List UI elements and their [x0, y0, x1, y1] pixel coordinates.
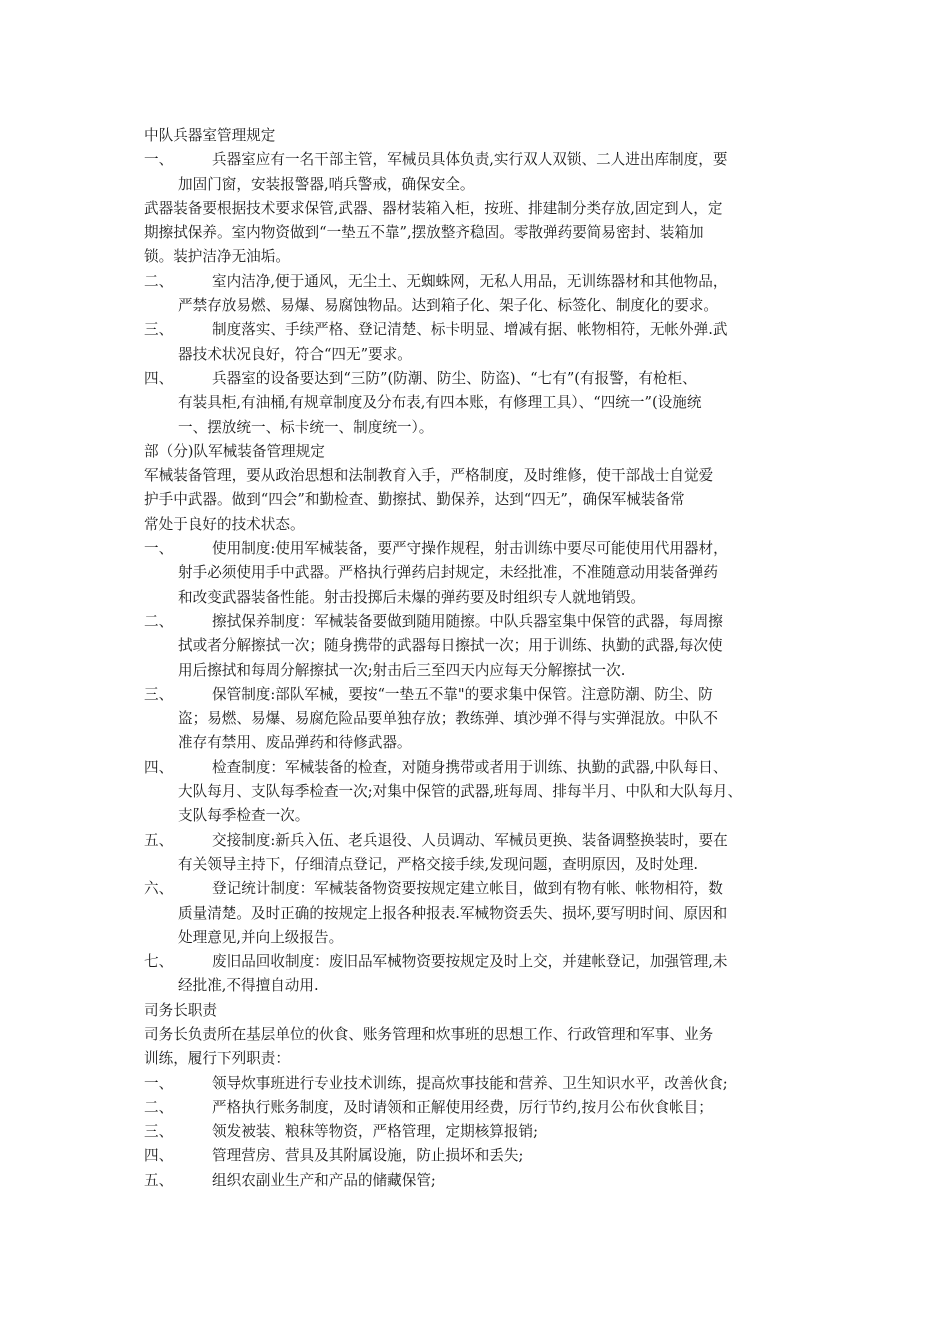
item-continuation: 大队每月、支队每季检查一次;对集中保管的武器,班每周、排每半月、中队和大队每月、	[178, 783, 743, 801]
paragraph-line: 期擦拭保养。室内物资做到“一垫五不靠”,摆放整齐稳固。零散弹药要简易密封、装箱加	[144, 224, 704, 242]
item-number: 三、	[144, 321, 174, 339]
item-text: 制度落实、手续严格、登记清楚、标卡明显、增减有据、帐物相符，无帐外弹.武	[212, 321, 728, 339]
item-text: 交接制度:新兵入伍、老兵退役、人员调动、军械员更换、装备调整换装时，要在	[212, 831, 728, 849]
numbered-item	[144, 1169, 824, 1193]
item-text: 兵器室应有一名干部主管，军械员具体负责,实行双人双锁、二人进出库制度，要	[212, 151, 728, 169]
item-text: 废旧品回收制度：废旧品军械物资要按规定及时上交，并建帐登记，加强管理,未	[212, 953, 728, 971]
numbered-item	[144, 950, 824, 974]
item-text: 使用制度:使用军械装备，要严守操作规程，射击训练中要尽可能使用代用器材，	[212, 540, 728, 558]
item-text: 管理营房、营具及其附属设施，防止损坏和丢失;	[212, 1147, 524, 1165]
item-continuation: 准存有禁用、废品弹药和待修武器。	[178, 734, 412, 752]
numbered-item	[144, 367, 824, 391]
paragraph-line: 锁。装护洁净无油垢。	[144, 248, 290, 266]
item-continuation: 射手必须使用手中武器。严格执行弹药启封规定，未经批准，不准随意动用装备弹药	[178, 564, 718, 582]
numbered-item	[144, 1096, 824, 1120]
item-continuation: 处理意见,并向上级报告。	[178, 928, 344, 946]
document-body	[144, 124, 824, 1193]
item-continuation: 有关领导主持下，仔细清点登记，严格交接手续,发现问题，查明原因，及时处理.	[178, 855, 699, 873]
item-text: 领导炊事班进行专业技术训练，提高炊事技能和营养、卫生知识水平，改善伙食;	[212, 1074, 728, 1092]
item-text: 组织农副业生产和产品的储藏保管;	[212, 1171, 436, 1189]
item-continuation: 严禁存放易燃、易爆、易腐蚀物品。达到箱子化、架子化、标签化、制度化的要求。	[178, 297, 718, 315]
item-number: 三、	[144, 1123, 174, 1141]
item-number: 四、	[144, 369, 174, 387]
item-number: 二、	[144, 1098, 174, 1116]
item-continuation: 经批准,不得擅自动用.	[178, 977, 319, 995]
paragraph-line: 护手中武器。做到“四会”和勤检查、勤擦拭、勤保养，达到“四无”，确保军械装备常	[144, 491, 685, 509]
item-number: 五、	[144, 1171, 174, 1189]
item-continuation: 一、摆放统一、标卡统一、制度统一）。	[178, 418, 434, 436]
item-continuation: 拭或者分解擦拭一次；随身携带的武器每日擦拭一次；用于训练、执勤的武器,每次使	[178, 637, 723, 655]
item-number: 一、	[144, 151, 174, 169]
section-title: 中队兵器室管理规定	[144, 127, 276, 144]
item-text: 登记统计制度：军械装备物资要按规定建立帐目，做到有物有帐、帐物相符，数	[212, 880, 723, 898]
paragraph-line: 常处于良好的技术状态。	[144, 515, 305, 533]
paragraph-line: 司务长负责所在基层单位的伙食、账务管理和炊事班的思想工作、行政管理和军事、业务	[144, 1025, 714, 1043]
item-text: 检查制度：军械装备的检查，对随身携带或者用于训练、执勤的武器,中队每日、	[212, 758, 728, 776]
item-text: 兵器室的设备要达到“三防”(防潮、防尘、防盗)、“七有”(有报警，有枪柜、	[212, 369, 697, 387]
numbered-item	[144, 683, 824, 707]
section-title: 部（分)队军械装备管理规定	[144, 442, 325, 460]
item-continuation: 有装具柜,有油桶,有规章制度及分布表,有四本账，有修理工具）、“四统一”(设施统	[178, 394, 702, 412]
section-title: 司务长职责	[144, 1001, 217, 1019]
item-text: 严格执行账务制度，及时请领和正解使用经费，厉行节约,按月公布伙食帐目；	[212, 1098, 713, 1116]
paragraph-line: 军械装备管理，要从政治思想和法制教育入手，严格制度，及时维修，使干部战士自觉爱	[144, 467, 714, 485]
numbered-item	[144, 270, 824, 294]
item-continuation: 质量清楚。及时正确的按规定上报各种报表.军械物资丢失、损坏,要写明时间、原因和	[178, 904, 728, 922]
item-continuation: 和改变武器装备性能。射击投掷后未爆的弹药要及时组织专人就地销毁。	[178, 588, 646, 606]
item-text: 保管制度:部队军械，要按“一垫五不靠"的要求集中保管。注意防潮、防尘、防	[212, 685, 713, 703]
item-continuation: 盗；易燃、易爆、易腐危险品要单独存放；教练弹、填沙弹不得与实弹混放。中队不	[178, 710, 718, 728]
item-text: 室内洁净,便于通风，无尘土、无蜘蛛网，无私人用品，无训练器材和其他物品，	[212, 272, 728, 290]
paragraph-line: 训练，履行下列职责：	[144, 1050, 290, 1068]
item-text: 领发被装、粮秣等物资，严格管理，定期核算报销;	[212, 1123, 538, 1141]
paragraph-line: 武器装备要根据技术要求保管,武器、器材装箱入柜，按班、排建制分类存放,固定到人，定	[144, 199, 723, 217]
item-number: 六、	[144, 880, 174, 898]
item-continuation: 支队每季检查一次。	[178, 807, 310, 825]
numbered-item	[144, 537, 824, 561]
item-number: 一、	[144, 1074, 174, 1092]
numbered-item	[144, 610, 824, 634]
item-text: 擦拭保养制度：军械装备要做到随用随擦。中队兵器室集中保管的武器，每周擦	[212, 612, 723, 630]
numbered-item	[144, 829, 824, 853]
item-number: 七、	[144, 953, 174, 971]
numbered-item	[144, 1144, 824, 1168]
item-continuation: 用后擦拭和每周分解擦拭一次;射击后三至四天内应每天分解擦拭一次.	[178, 661, 626, 679]
numbered-item	[144, 318, 824, 342]
item-continuation: 加固门窗，安装报警器,哨兵警戒，确保安全。	[178, 175, 475, 193]
item-number: 一、	[144, 540, 174, 558]
numbered-item	[144, 756, 824, 780]
numbered-item	[144, 1120, 824, 1144]
numbered-item	[144, 1072, 824, 1096]
item-number: 二、	[144, 612, 174, 630]
item-number: 四、	[144, 1147, 174, 1165]
numbered-item	[144, 877, 824, 901]
numbered-item	[144, 148, 824, 172]
item-number: 五、	[144, 831, 174, 849]
item-number: 四、	[144, 758, 174, 776]
item-number: 二、	[144, 272, 174, 290]
item-number: 三、	[144, 685, 174, 703]
item-continuation: 器技术状况良好，符合“四无”要求。	[178, 345, 412, 363]
